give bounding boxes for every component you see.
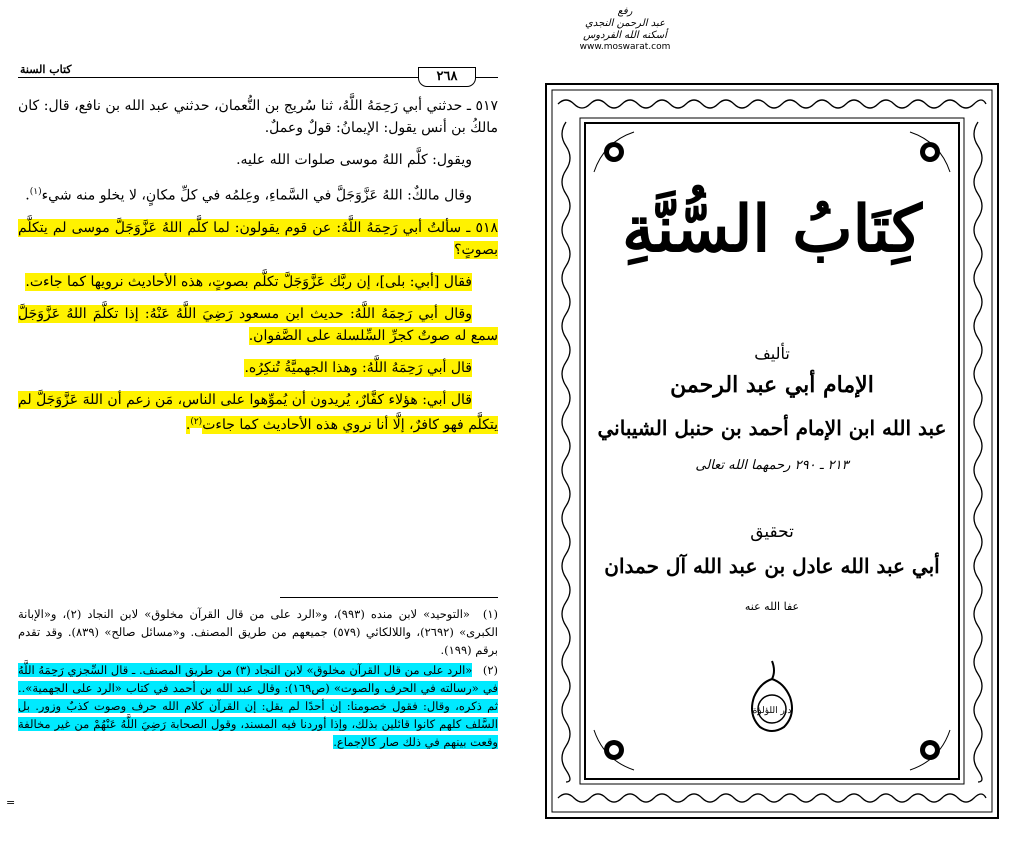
footnote-rule <box>280 597 498 598</box>
paragraph <box>18 303 498 347</box>
editor-name: أبي عبد الله عادل بن عبد الله آل حمدان <box>604 554 940 578</box>
paragraph-text: ويقول: كلَّم اللهُ موسى صلوات الله عليه. <box>236 152 472 168</box>
tahqiq-label: تحقيق <box>750 522 794 542</box>
highlighted-text: فقال [أبي: بلى]، إن ربَّك عَزَّوَجَلَّ تكلَّم بصوتٍ، هذه الأحاديث نرويها كما جاءت. <box>25 273 472 290</box>
paragraph: وقال مالكٌ: اللهُ عَزَّوَجَلَّ في السَّماءِ، وعِلمُه في كلِّ مكانٍ، لا يخلو منه شيء$^{(١)}$. <box>25 187 472 204</box>
paragraph <box>18 149 498 171</box>
paragraph-517 <box>18 95 498 139</box>
highlighted-text: قال أبي رَحِمَهُ اللَّهُ: وهذا الجهميَّةُ تُنكِرُه. <box>244 359 472 376</box>
watermark-line: رفع <box>617 6 633 17</box>
paragraph-text: وقال مالكٌ: اللهُ عَزَّوَجَلَّ في السَّماءِ، وعِلمُه في كلِّ مكانٍ، لا يخلو منه شيء <box>41 187 472 204</box>
book-title: كِتَابُ السُّنَّةِ <box>622 192 922 267</box>
running-header <box>18 60 498 86</box>
highlighted-footnote-text: «الرد على من قال القرآن مخلوق» لابن النجاد (٣) من طريق المصنف. ـ قال السِّجزي رَحِمَهُ اللَّهُ في «رسالته في الحرف والصوت» (ص١٦٩): وقال عبد الله بن أحمد في كتاب «الرد على الجهمية».. ثم ذكره، وقال: فقول خصومنا: إن أحدًا لم يقل: إن القرآن كلام الله حرف وصوت كذبٌ وزور. بل السَّلف كلهم كانوا قائلين بذلك، وإذا أوردنا فيه المسند، وقول الصحابة رَضِيَ اللَّهُ عَنْهُمْ من غير مخالفة وقعت بينهم في ذلك صار كالإجماع. <box>18 663 498 749</box>
footnote-1 <box>18 605 498 659</box>
footnote-ref: (١) <box>29 187 42 197</box>
footnote-number: (٢) <box>482 663 499 677</box>
author-line: عبد الله ابن الإمام أحمد بن حنبل الشيباني <box>597 416 947 440</box>
paragraph: قال أبي: هؤلاء كفَّارٌ، يُريدون أن يُموِّهوا على الناس، مَن زعم أن اللهَ عَزَّوَجَلَّ لم يتكلَّم فهو كافرٌ، إلَّا أنا نروي هذه الأحاديث كما جاءت$^{(٢)}$. <box>18 391 498 434</box>
watermark-line: عبد الرحمن النجدي <box>585 18 665 29</box>
title-page-content <box>544 82 1000 820</box>
author-line: الإمام أبي عبد الرحمن <box>670 372 874 398</box>
footnote-ref: (٢) <box>190 416 203 427</box>
author-dates: ٢١٣ ـ ٢٩٠ رحمهما الله تعالى <box>695 458 849 473</box>
paragraph-518 <box>18 217 498 261</box>
paragraph-text: ٥١٧ ـ حدثني أبي رَحِمَهُ اللَّهُ، ثنا سُريج بن النُّعمان، حدثني عبد الله بن نافع، قال: كان مالكُ بن أنس يقول: الإيمانُ: قولٌ وعملٌ. <box>18 98 498 136</box>
footnotes <box>18 605 498 753</box>
by-label: تأليف <box>754 344 790 363</box>
edge-mark: = <box>6 796 16 809</box>
body-text <box>18 95 498 446</box>
watermark-line: أسكنه الله الفردوس <box>583 30 667 41</box>
running-title: كتاب السنة <box>20 63 72 76</box>
publisher-logo <box>732 657 812 737</box>
footnote-text: «التوحيد» لابن منده (٩٩٣)، و«الرد على من قال القرآن مخلوق» لابن النجاد (٢)، و«الإبانة الكبرى» (٢٦٩٢)، واللالكائي (٥٧٩) جميعهم من طريق المصنف. و«مسائل صالح» (٨٣٩). وقد تقدم برقم (١٩٩). <box>18 607 498 657</box>
right-page <box>525 0 1024 865</box>
publisher-name: دار اللؤلؤة <box>752 706 792 716</box>
page-number: ٢٦٨ <box>418 67 476 87</box>
watermark <box>545 6 705 52</box>
paragraph <box>18 271 498 293</box>
footnote-number: (١) <box>482 607 499 621</box>
watermark-url: www.moswarat.com <box>579 42 671 52</box>
highlighted-text: قال أبي: هؤلاء كفَّارٌ، يُريدون أن يُموِّهوا على الناس، مَن زعم أن اللهَ عَزَّوَجَلَّ لم يتكلَّم فهو كافرٌ، إلَّا أنا نروي هذه الأحاديث كما جاءت <box>18 391 498 434</box>
highlighted-text: ٥١٨ ـ سألتُ أبي رَحِمَهُ اللَّهُ: عن قوم يقولون: لما كلَّم اللهُ عَزَّوَجَلَّ موسى لم يتكلَّم بصوتٍ؟ <box>18 219 498 258</box>
editor-note: عفا الله عنه <box>744 600 800 613</box>
highlighted-text: وقال أبي رَحِمَهُ اللَّهُ: حديث ابن مسعود رَضِيَ اللَّهُ عَنْهُ: إذا تكلَّمَ اللهُ عَزَّوَجَلَّ سمع له صوتٌ كجرِّ السِّلسلة على الصَّفوان. <box>18 305 498 344</box>
footnote-2 <box>18 661 498 751</box>
paragraph <box>18 357 498 379</box>
